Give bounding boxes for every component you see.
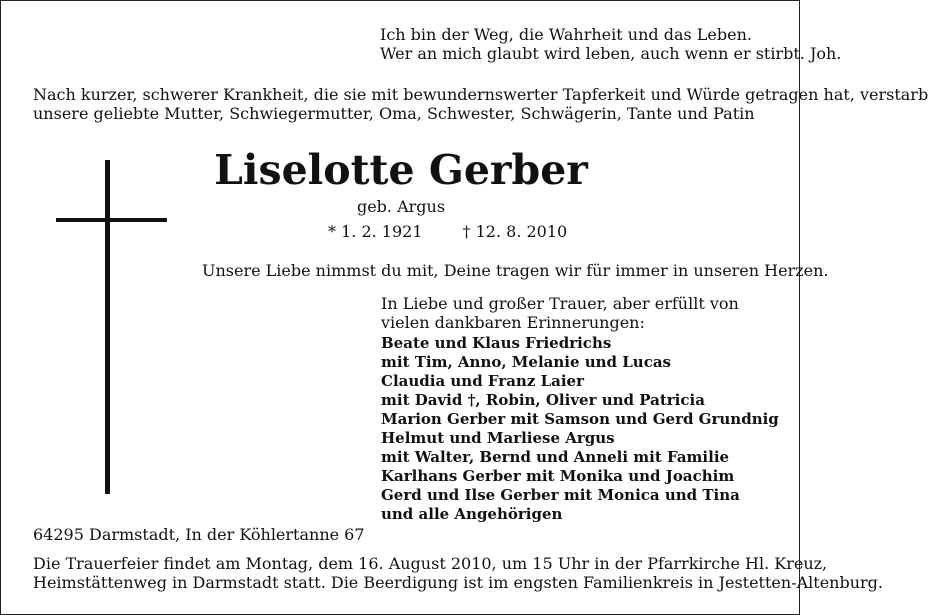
- funeral-line: Die Trauerfeier findet am Montag, dem 16. August 2010, um 15 Uhr in der Pfarrkirche Hl. Kreuz,: [33, 554, 828, 573]
- intro-line: Nach kurzer, schwerer Krankheit, die sie mit bewundernswerter Tapferkeit und Würde getragen hat, verstarb: [33, 85, 928, 104]
- birth-date: * 1. 2. 1921: [328, 222, 423, 241]
- family-line: Karlhans Gerber mit Monika und Joachim: [381, 467, 735, 485]
- bible-quote: [380, 25, 841, 63]
- deceased-name: Liselotte Gerber: [214, 146, 588, 194]
- quote-line: Ich bin der Weg, die Wahrheit und das Leben.: [380, 25, 752, 44]
- family-line: Marion Gerber mit Samson und Gerd Grundnig: [381, 410, 779, 428]
- family-line: Gerd und Ilse Gerber mit Monica und Tina: [381, 486, 740, 504]
- cross-horizontal-bar: [56, 218, 167, 222]
- funeral-info: [33, 554, 883, 592]
- family-line: mit Tim, Anno, Melanie und Lucas: [381, 353, 672, 371]
- family-line: mit Walter, Bernd und Anneli mit Familie: [381, 448, 730, 466]
- birth-name: geb. Argus: [356, 197, 446, 216]
- family-list: [381, 334, 779, 524]
- death-date: † 12. 8. 2010: [462, 222, 568, 241]
- legacy-line: Unsere Liebe nimmst du mit, Deine tragen wir für immer in unseren Herzen.: [202, 261, 829, 280]
- quote-line: Wer an mich glaubt wird leben, auch wenn er stirbt. Joh.: [380, 44, 842, 63]
- intro-line: unsere geliebte Mutter, Schwiegermutter, Oma, Schwester, Schwägerin, Tante und Patin: [33, 104, 755, 123]
- family-line: Helmut und Marliese Argus: [381, 429, 615, 447]
- mourning-text: [381, 294, 739, 332]
- funeral-line: Heimstättenweg in Darmstadt statt. Die Beerdigung ist im engsten Familienkreis in Jestetten-Altenburg.: [33, 573, 883, 592]
- life-dates: [328, 222, 567, 241]
- cross-vertical-bar: [105, 160, 110, 494]
- mourning-line: In Liebe und großer Trauer, aber erfüllt von: [381, 294, 739, 313]
- intro-text: [33, 85, 928, 123]
- family-line: und alle Angehörigen: [381, 505, 563, 523]
- family-line: Beate und Klaus Friedrichs: [381, 334, 612, 352]
- family-line: Claudia und Franz Laier: [381, 372, 584, 390]
- family-address: 64295 Darmstadt, In der Köhlertanne 67: [33, 525, 365, 544]
- mourning-line: vielen dankbaren Erinnerungen:: [381, 313, 645, 332]
- family-line: mit David †, Robin, Oliver und Patricia: [381, 391, 705, 409]
